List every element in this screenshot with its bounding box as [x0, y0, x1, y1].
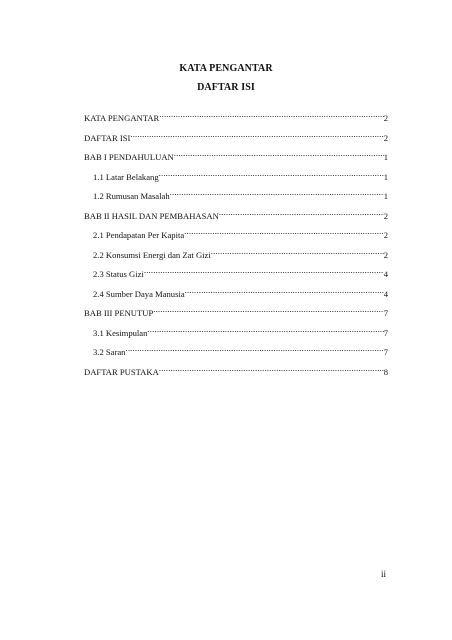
toc-entry-title: BAB III PENUTUP [84, 308, 154, 318]
heading-kata-pengantar: KATA PENGANTAR [179, 63, 273, 74]
toc-entry-page: 8 [383, 366, 388, 377]
toc-entry[interactable] [93, 323, 388, 336]
toc-leader-dots [147, 323, 383, 336]
toc-leader-dots [184, 225, 384, 238]
page-number: ii [380, 569, 386, 579]
toc-entry[interactable] [84, 303, 388, 316]
toc-entry-title: 2.2 Konsumsi Energi dan Zat Gizi [93, 249, 211, 260]
toc-entry-page: 4 [383, 269, 388, 279]
toc-leader-dots [130, 128, 383, 141]
toc-leader-dots [125, 342, 383, 355]
toc-entry-title: 3.2 Saran [93, 347, 126, 357]
toc-entry-title: BAB I PENDAHULUAN [84, 152, 174, 162]
toc-leader-dots [219, 206, 384, 219]
toc-entry[interactable] [93, 167, 388, 180]
toc-leader-dots [174, 147, 384, 160]
toc-entry-title: 1.2 Rumusan Masalah [93, 191, 170, 201]
toc-entry[interactable] [84, 206, 388, 219]
toc-entry-page: 7 [383, 308, 388, 318]
toc-entry[interactable] [84, 147, 388, 160]
toc-entry-title: 1.1 Latar Belakang [93, 171, 159, 182]
toc-entry-title: 2.4 Sumber Daya Manusia [93, 288, 185, 299]
toc-leader-dots [159, 362, 384, 375]
toc-entry-title: 3.1 Kesimpulan [93, 327, 148, 338]
toc-leader-dots [144, 264, 384, 277]
toc-entry[interactable] [84, 362, 388, 375]
toc-leader-dots [159, 108, 383, 121]
toc-entry[interactable] [93, 284, 388, 297]
toc-entry-page: 2 [383, 210, 388, 221]
toc-entry-page: 1 [383, 152, 388, 162]
toc-entry-page: 2 [383, 132, 388, 143]
toc-leader-dots [211, 245, 384, 258]
toc-entry[interactable] [93, 225, 388, 238]
toc-entry[interactable] [93, 186, 388, 199]
toc-entry-page: 7 [383, 327, 388, 338]
toc-entry-title: KATA PENGANTAR [84, 113, 160, 123]
toc-entry[interactable] [84, 128, 388, 141]
toc-entry-title: 2.1 Pendapatan Per Kapita [93, 230, 185, 240]
toc-entry-page: 1 [383, 171, 388, 182]
toc-entry-title: DAFTAR ISI [84, 132, 131, 143]
toc-entry-page: 1 [383, 191, 388, 201]
toc-leader-dots [170, 186, 384, 199]
toc-entry[interactable] [84, 108, 388, 121]
toc-entry[interactable] [93, 245, 388, 258]
toc-entry-title: 2.3 Status Gizi [93, 269, 144, 279]
toc-entry-title: DAFTAR PUSTAKA [84, 366, 159, 377]
toc-entry-page: 2 [383, 230, 388, 240]
toc-entry-page: 7 [383, 347, 388, 357]
heading-daftar-isi: DAFTAR ISI [197, 82, 255, 93]
toc-leader-dots [185, 284, 384, 297]
toc-leader-dots [159, 167, 384, 180]
toc-leader-dots [153, 303, 383, 316]
toc-entry-page: 4 [383, 288, 388, 299]
toc-entry[interactable] [93, 342, 388, 355]
toc-entry[interactable] [93, 264, 388, 277]
toc-entry-page: 2 [383, 113, 388, 123]
toc-entry-title: BAB II HASIL DAN PEMBAHASAN [84, 210, 219, 221]
toc-entry-page: 2 [383, 249, 388, 260]
